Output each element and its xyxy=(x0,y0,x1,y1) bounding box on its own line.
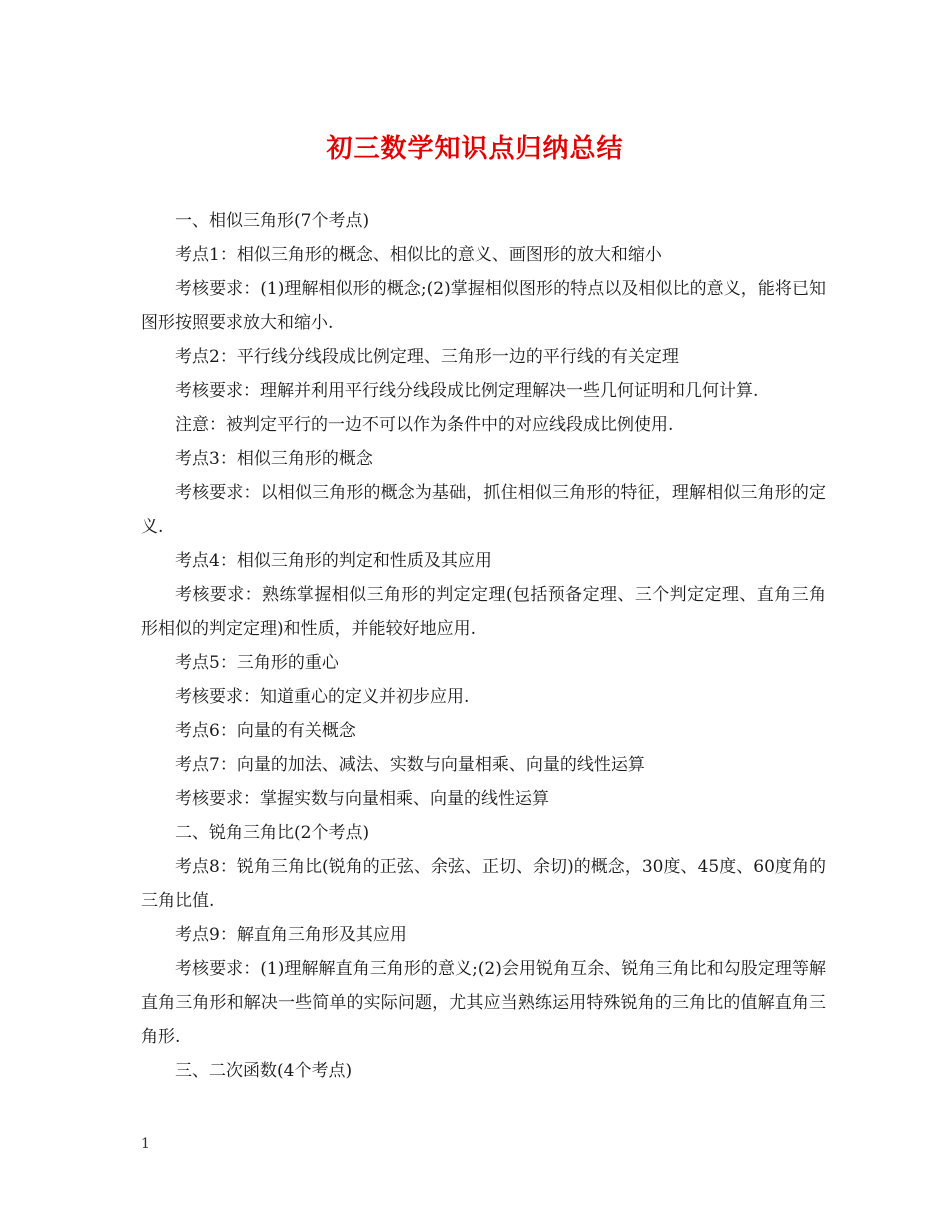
exam-point: 考点3：相似三角形的概念 xyxy=(175,449,373,469)
page-number: 1 xyxy=(141,1136,150,1152)
note-text: 注意：被判定平行的一边不可以作为条件中的对应线段成比例使用. xyxy=(175,415,674,435)
section-heading: 二、锐角三角比(2个考点) xyxy=(175,823,370,843)
exam-point: 考点6：向量的有关概念 xyxy=(175,721,356,741)
requirement-text: 考核要求：知道重心的定义并初步应用. xyxy=(175,687,470,707)
section-heading: 一、相似三角形(7个考点) xyxy=(175,211,370,231)
requirement-text: 考核要求：(1)理解解直角三角形的意义;(2)会用锐角互余、锐角三角比和勾股定理等解直角三角形和解决一些简单的实际问题，尤其应当熟练运用特殊锐角的三角比的值解直角三角形. xyxy=(141,959,826,1047)
requirement-text: 考核要求：(1)理解相似形的概念;(2)掌握相似图形的特点以及相似比的意义，能将已知图形按照要求放大和缩小. xyxy=(141,279,826,333)
requirement-text: 考核要求：熟练掌握相似三角形的判定定理(包括预备定理、三个判定定理、直角三角形相似的判定定理)和性质，并能较好地应用. xyxy=(141,585,826,639)
requirement-text: 考核要求：理解并利用平行线分线段成比例定理解决一些几何证明和几何计算. xyxy=(175,381,759,401)
requirement-text: 考核要求：以相似三角形的概念为基础，抓住相似三角形的特征，理解相似三角形的定义. xyxy=(141,483,826,537)
document-title: 初三数学知识点归纳总结 xyxy=(326,134,624,164)
exam-point: 考点2：平行线分线段成比例定理、三角形一边的平行线的有关定理 xyxy=(175,347,679,367)
exam-point: 考点8：锐角三角比(锐角的正弦、余弦、正切、余切)的概念，30度、45度、60度角的三角比值. xyxy=(141,857,826,911)
exam-point: 考点7：向量的加法、减法、实数与向量相乘、向量的线性运算 xyxy=(175,755,645,775)
requirement-text: 考核要求：掌握实数与向量相乘、向量的线性运算 xyxy=(175,789,549,809)
section-heading: 三、二次函数(4个考点) xyxy=(175,1061,353,1081)
exam-point: 考点4：相似三角形的判定和性质及其应用 xyxy=(175,551,492,571)
document-body xyxy=(141,204,826,1088)
exam-point: 考点5：三角形的重心 xyxy=(175,653,339,673)
exam-point: 考点9：解直角三角形及其应用 xyxy=(175,925,407,945)
exam-point: 考点1：相似三角形的概念、相似比的意义、画图形的放大和缩小 xyxy=(175,245,662,265)
